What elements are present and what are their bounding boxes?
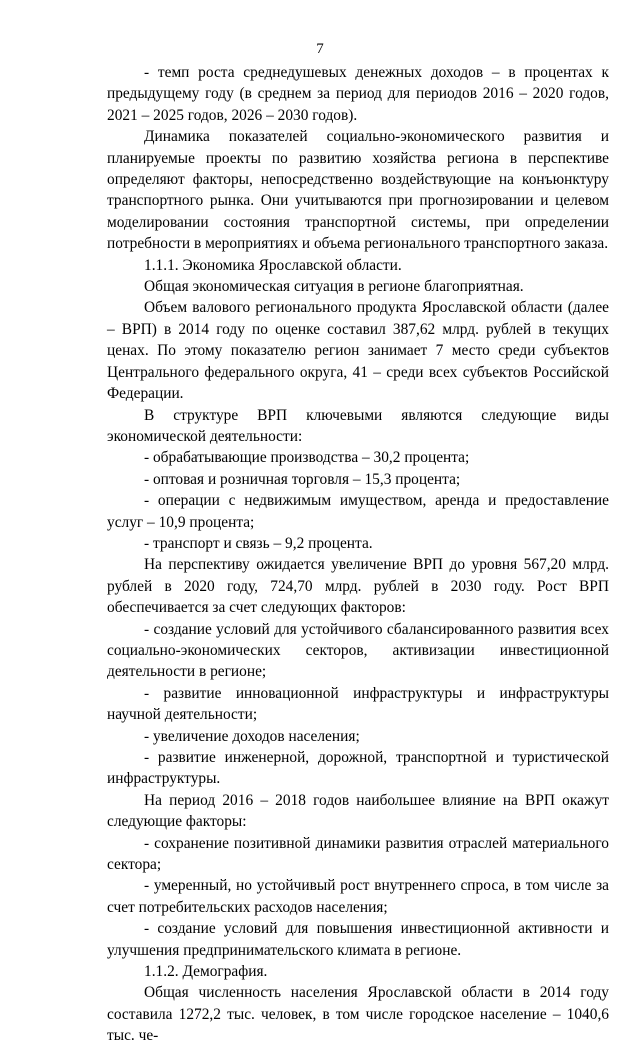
list-item-balanced-development: - создание условий для устойчивого сбалансированного развития всех социально-экономических секторов, активизации инвестиционной деятельности в регионе; xyxy=(107,620,609,681)
paragraph-grp-structure: В структуре ВРП ключевыми являются следующие виды экономической деятельности: xyxy=(107,406,609,445)
document-body xyxy=(107,62,609,1047)
paragraph-population: Общая численность населения Ярославской области в 2014 году составила 1272,2 тыс. человек, в том числе городское население – 1040,6 тыс. че- xyxy=(107,984,609,1045)
list-item-trade: - оптовая и розничная торговля – 15,3 процента; xyxy=(144,470,461,488)
list-item-manufacturing: - обрабатывающие производства – 30,2 процента; xyxy=(144,449,470,467)
list-item-material-sector: - сохранение позитивной динамики развития отраслей материального сектора; xyxy=(107,834,609,874)
list-item-income-growth: - темп роста среднедушевых денежных доходов – в процентах к предыдущему году (в среднем за период для периодов 2016 – 2020 годов, 2021 – 2025 годов, 2026 – 2030 годов). xyxy=(107,64,609,124)
page-number: 7 xyxy=(316,41,324,57)
section-heading-economy: 1.1.1. Экономика Ярославской области. xyxy=(144,256,402,274)
list-item-income: - увеличение доходов населения; xyxy=(144,727,360,745)
list-item-investment: - создание условий для повышения инвестиционной активности и улучшения предпринимательского климата в регионе. xyxy=(107,920,609,959)
paragraph-grp-outlook: На перспективу ожидается увеличение ВРП до уровня 567,20 млрд. рублей в 2020 году, 724,70 млрд. рублей в 2030 году. Рост ВРП обеспечивается за счет следующих факторов: xyxy=(107,556,609,617)
list-item-real-estate: - операции с недвижимым имуществом, аренда и предоставление услуг – 10,9 процента; xyxy=(107,492,609,531)
paragraph-grp-volume: Объем валового регионального продукта Ярославской области (далее – ВРП) в 2014 году по оценке составил 387,62 млрд. рублей в текущих ценах. По этому показателю регион занимает 7 место среди субъектов Центрального федерального округа, 41 – среди всех субъектов Российской Федерации. xyxy=(107,299,609,403)
list-item-transport: - транспорт и связь – 9,2 процента. xyxy=(144,534,373,552)
paragraph-period-factors: На период 2016 – 2018 годов наибольшее влияние на ВРП окажут следующие факторы: xyxy=(107,791,609,831)
paragraph-economic-situation: Общая экономическая ситуация в регионе благоприятная. xyxy=(144,278,524,296)
section-heading-demography: 1.1.2. Демография. xyxy=(144,963,268,981)
list-item-domestic-demand: - умеренный, но устойчивый рост внутреннего спроса, в том числе за счет потребительских расходов населения; xyxy=(107,877,609,916)
paragraph-dynamics: Динамика показателей социально-экономического развития и планируемые проекты по развитию хозяйства региона в перспективе определяют факторы, непосредственно воздействующие на конъюнктуру транспортного рынка. Они учитываются при прогнозировании и целевом моделировании состояния транспортной системы, при определении потребности в мероприятиях и объема регионального транспортного заказа. xyxy=(107,128,609,253)
list-item-innovation: - развитие инновационной инфраструктуры и инфраструктуры научной деятельности; xyxy=(107,684,609,724)
list-item-infrastructure: - развитие инженерной, дорожной, транспортной и туристической инфраструктуры. xyxy=(107,749,609,788)
